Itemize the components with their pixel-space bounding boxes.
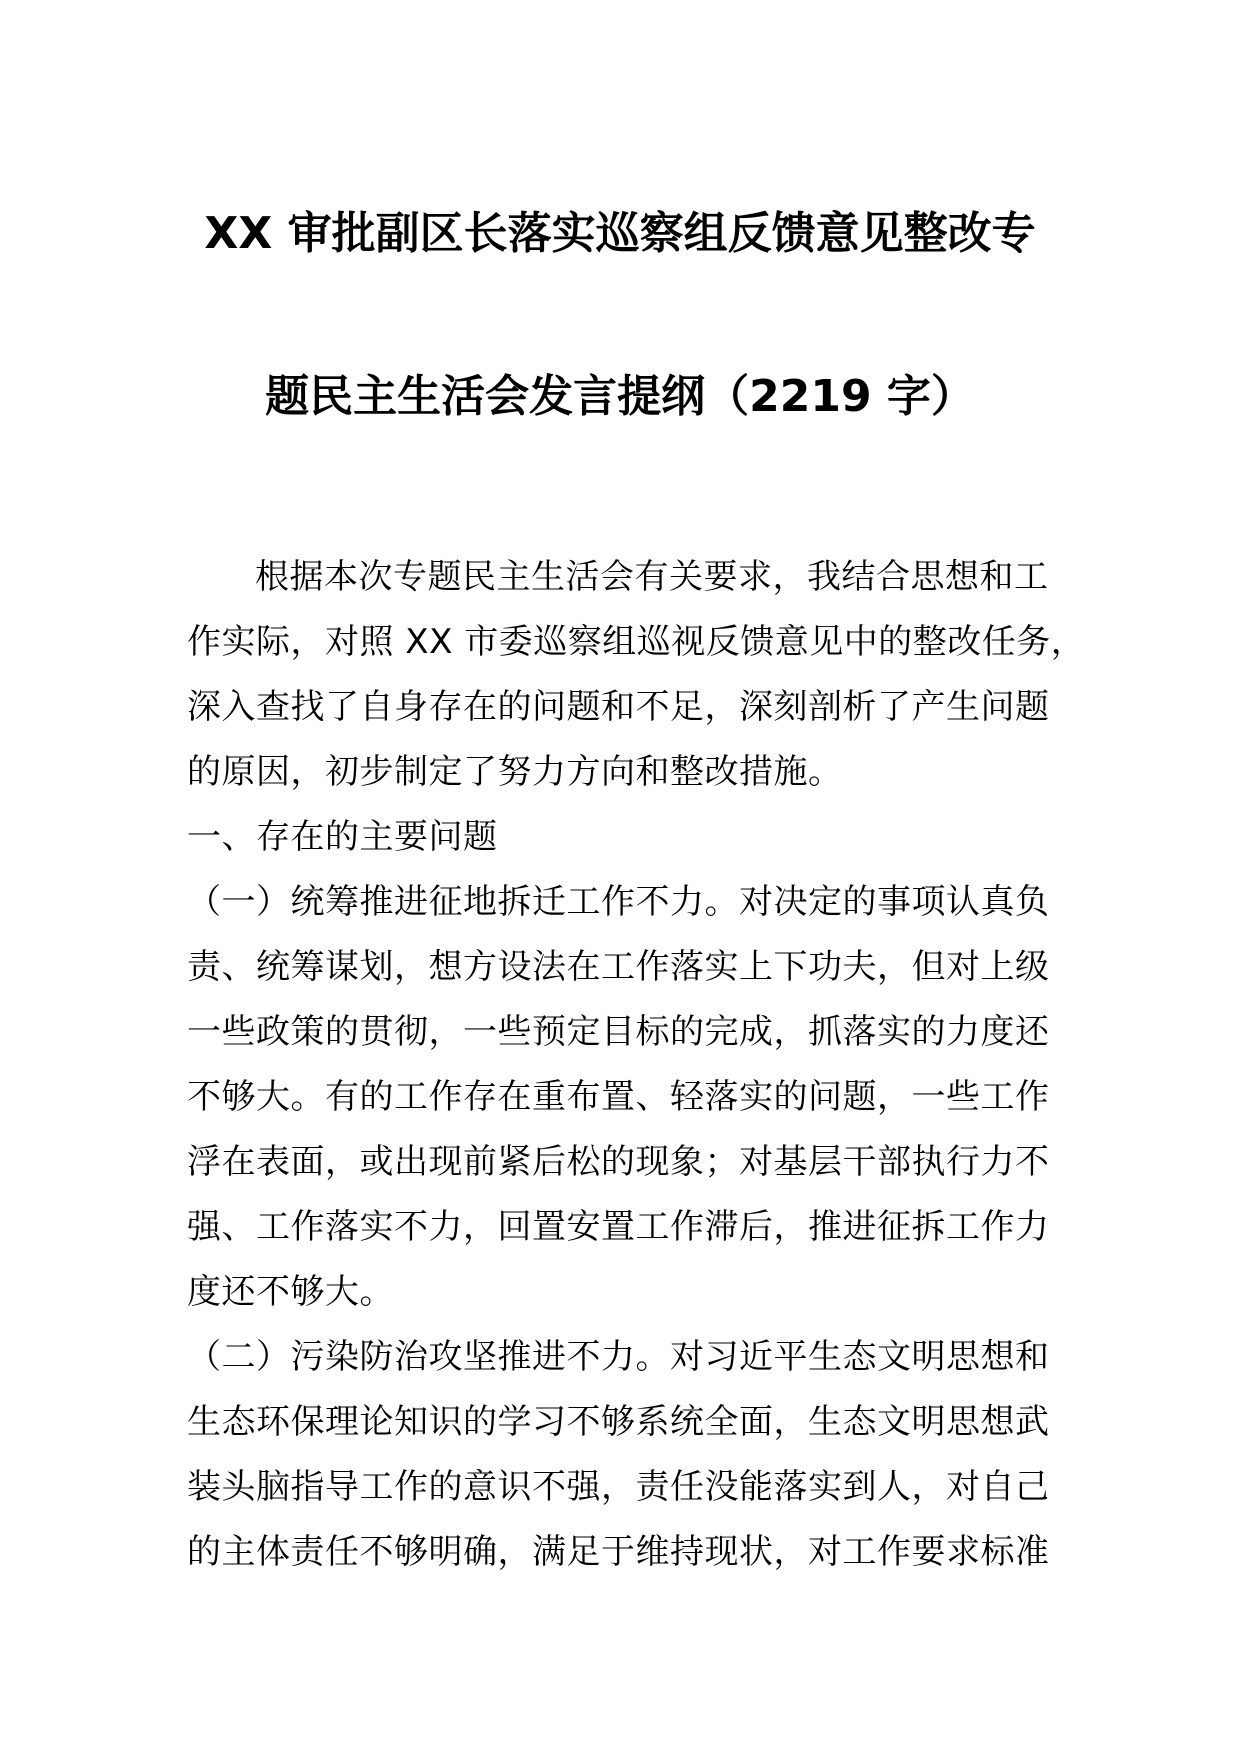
subsection-1-line: 强、工作落实不力，回置安置工作滞后，推进征拆工作力 [187,1207,1050,1247]
document-title-line-2: 题民主生活会发言提纲（2219 字） [265,371,975,422]
paragraph-intro-line: 的原因，初步制定了努力方向和整改措施。 [187,752,843,792]
paragraph-intro-line: 深入查找了自身存在的问题和不足，深刻剖析了产生问题 [187,687,1050,727]
subsection-2-line: 的主体责任不够明确，满足于维持现状，对工作要求标准 [187,1532,1050,1572]
subsection-1-line: （一）统筹推进征地拆迁工作不力。对决定的事项认真负 [187,882,1050,922]
document-body [187,545,1086,1585]
paragraph-intro-line: 根据本次专题民主生活会有关要求，我结合思想和工 [255,557,1049,597]
subsection-1-line: 浮在表面，或出现前紧后松的现象；对基层干部执行力不 [187,1142,1050,1182]
subsection-1-line: 度还不够大。 [187,1272,394,1312]
paragraph-intro-line: 作实际，对照 XX 市委巡察组巡视反馈意见中的整改任务， [187,622,1086,662]
subsection-2-line: 装头脑指导工作的意识不强，责任没能落实到人，对自己 [187,1467,1050,1507]
section-heading: 一、存在的主要问题 [187,817,498,857]
subsection-1-line: 一些政策的贯彻，一些预定目标的完成，抓落实的力度还 [187,1012,1050,1052]
subsection-2-line: 生态环保理论知识的学习不够系统全面，生态文明思想武 [187,1402,1050,1442]
document-title-line-1: XX 审批副区长落实巡察组反馈意见整改专 [204,208,1036,259]
subsection-2-line: （二）污染防治攻坚推进不力。对习近平生态文明思想和 [187,1337,1050,1377]
subsection-1-line: 不够大。有的工作存在重布置、轻落实的问题，一些工作 [187,1077,1050,1117]
subsection-1-line: 责、统筹谋划，想方设法在工作落实上下功夫，但对上级 [187,947,1050,987]
